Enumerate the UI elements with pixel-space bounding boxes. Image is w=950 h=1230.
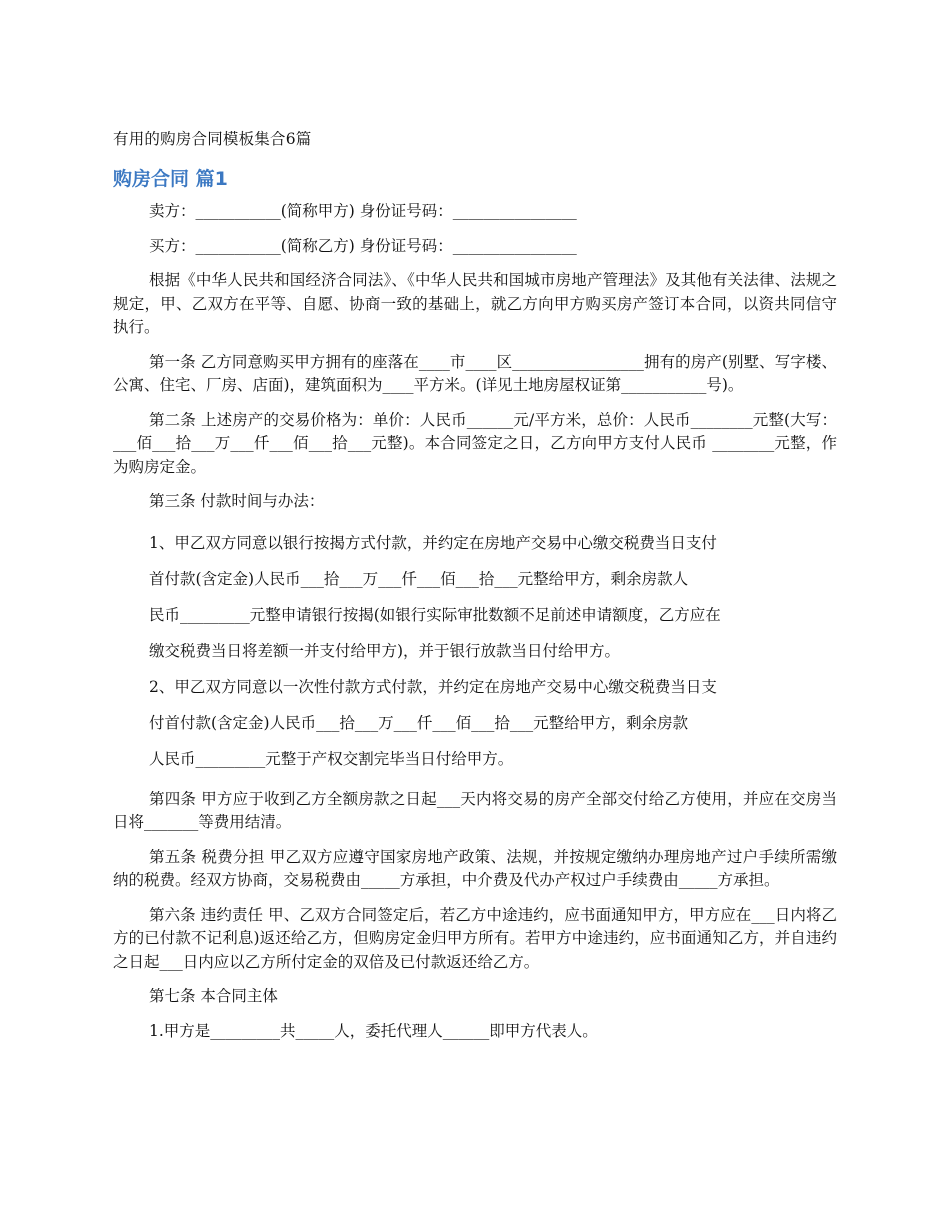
article-3-heading: 第三条 付款时间与办法： [149, 492, 325, 510]
article-5: 第五条 税费分担 甲乙双方应遵守国家房地产政策、法规，并按规定缴纳办理房地产过户手续所需缴纳的税费。经双方协商，交易税费由_____方承担，中介费及代办产权过户手续费由_____方承担。 [113, 847, 837, 889]
article-1: 第一条 乙方同意购买甲方拥有的座落在____市____区_________________拥有的房产(别墅、写字楼、公寓、住宅、厂房、店面)，建筑面积为____平方米。(详见土地房屋权证第___________号)。 [113, 352, 837, 394]
article-3-clause-1-line-1: 1、甲乙双方同意以银行按揭方式付款，并约定在房地产交易中心缴交税费当日支付 [149, 533, 717, 552]
buyer-line: 买方：___________(简称乙方) 身份证号码：________________ [149, 236, 577, 255]
article-6: 第六条 违约责任 甲、乙双方合同签定后，若乙方中途违约，应书面通知甲方，甲方应在___日内将乙方的已付款不记利息)返还给乙方，但购房定金归甲方所有。若甲方中途违约，应书面通知乙方，并自违约之日起___日内应以乙方所付定金的双倍及已付款返还给乙方。 [113, 905, 837, 971]
article-3-clause-1-line-4: 缴交税费当日将差额一并支付给甲方)，并于银行放款当日付给甲方。 [149, 641, 621, 660]
article-3-clause-2-line-2: 付首付款(含定金)人民币___拾___万___仟___佰___拾___元整给甲方，剩余房款 [149, 713, 689, 732]
article-3-clause-1-line-2: 首付款(含定金)人民币___拾___万___仟___佰___拾___元整给甲方，剩余房款人 [149, 569, 689, 588]
article-4: 第四条 甲方应于收到乙方全额房款之日起___天内将交易的房产全部交付给乙方使用，并应在交房当日将_______等费用结清。 [113, 789, 837, 831]
seller-line: 卖方：___________(简称甲方) 身份证号码：________________ [149, 202, 577, 220]
article-3-clause-1-line-3: 民币_________元整申请银行按揭(如银行实际审批数额不足前述申请额度，乙方应在 [149, 605, 721, 624]
article-3-clause-2-line-1: 2、甲乙双方同意以一次性付款方式付款，并约定在房地产交易中心缴交税费当日支 [149, 677, 717, 696]
article-7-heading: 第七条 本合同主体 [149, 987, 278, 1005]
contract-body [113, 200, 837, 1054]
preamble-paragraph: 根据《中华人民共和国经济合同法》、《中华人民共和国城市房地产管理法》及其他有关法律、法规之规定，甲、乙双方在平等、自愿、协商一致的基础上，就乙方向甲方购买房产签订本合同，以资共同信守执行。 [113, 271, 837, 336]
article-2: 第二条 上述房产的交易价格为：单价：人民币______元/平方米，总价：人民币________元整(大写：___佰___拾___万___仟___佰___拾___元整)。本合同签定之日，乙方向甲方支付人民币 ________元整，作为购房定金。 [113, 410, 837, 476]
article-3-clause-2-line-3: 人民币_________元整于产权交割完毕当日付给甲方。 [149, 749, 514, 768]
document-title: 有用的购房合同模板集合6篇 [113, 130, 312, 148]
article-7-clause-1: 1.甲方是_________共_____人，委托代理人______即甲方代表人。 [149, 1021, 598, 1040]
section-heading: 购房合同 篇1 [113, 168, 228, 190]
